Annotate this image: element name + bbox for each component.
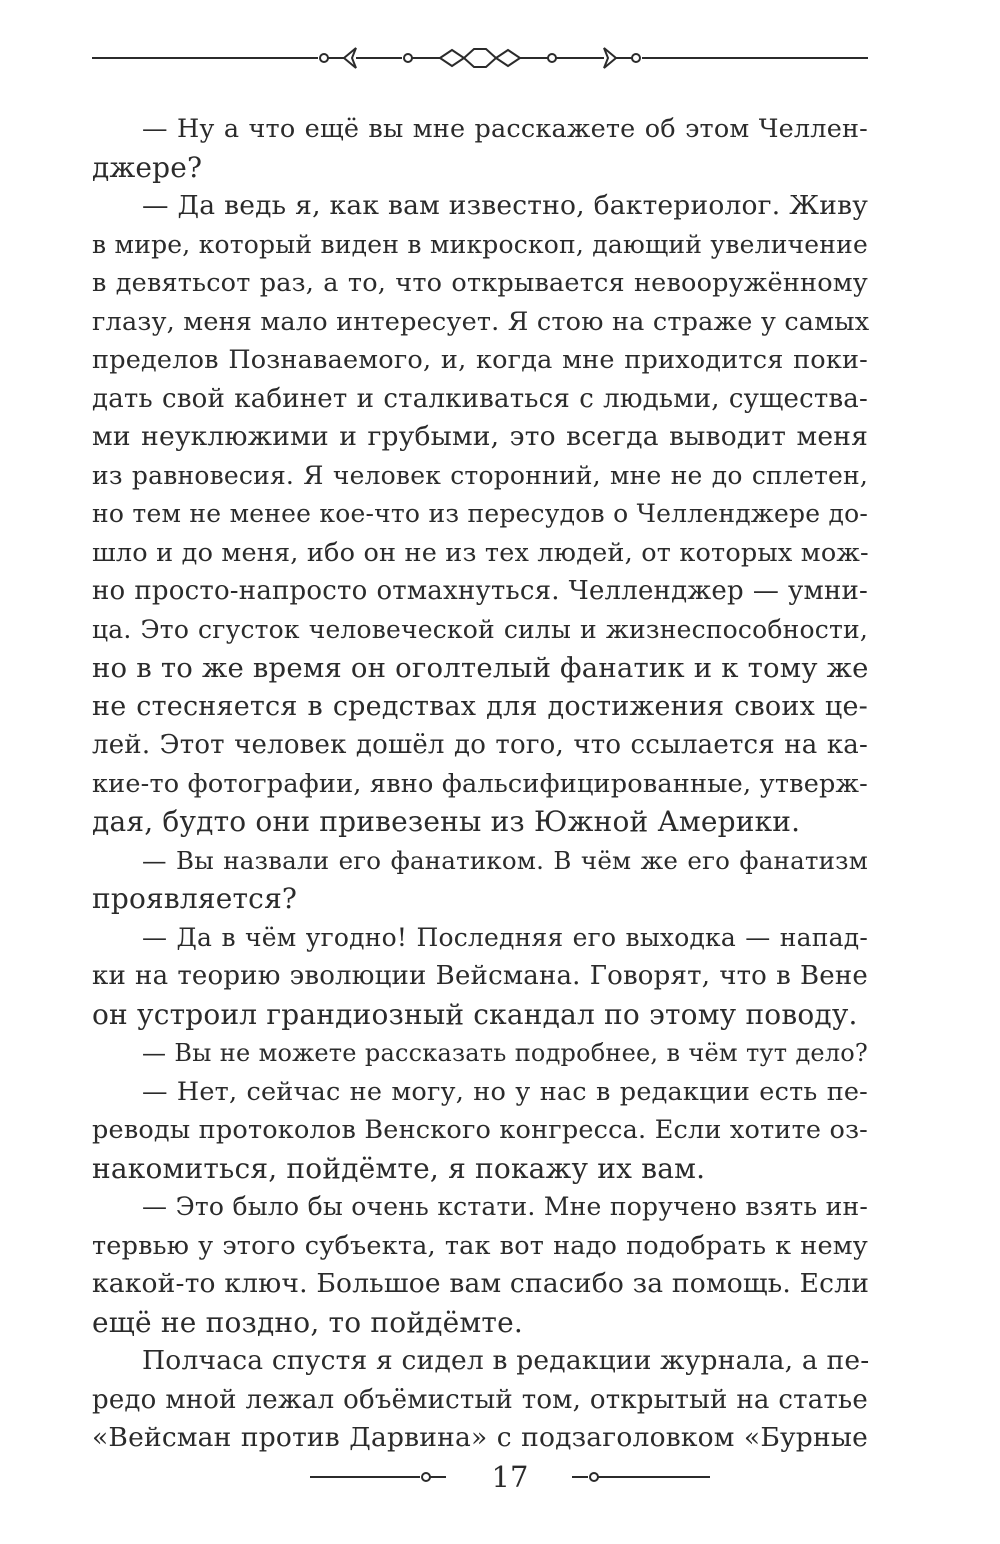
text-line: пределов Познаваемого, и, когда мне приходится поки-: [92, 345, 868, 375]
text-line: Полчаса спустя я сидел в редакции журнала, а пе-: [142, 1345, 870, 1376]
text-line: — Это было бы очень кстати. Мне поручено взять ин-: [142, 1192, 868, 1221]
text-line: ки на теорию эволюции Вейсмана. Говорят, что в Вене: [92, 961, 868, 991]
page-footer: [300, 1452, 720, 1502]
text-line: накомиться, пойдёмте, я покажу их вам.: [92, 1151, 706, 1185]
text-line: дать свой кабинет и сталкиваться с людьми, существа-: [92, 383, 868, 414]
text-line: не стесняется в средствах для достижения своих це-: [92, 690, 868, 722]
header-ornament: [90, 40, 870, 76]
text-line: ми неуклюжими и грубыми, это всегда выводит меня: [92, 421, 868, 452]
text-line: — Вы не можете рассказать подробнее, в чём тут дело?: [142, 1039, 868, 1067]
page-text: [92, 110, 868, 1458]
text-line: какой-то ключ. Большое вам спасибо за помощь. Если: [92, 1268, 870, 1299]
text-line: из равновесия. Я человек сторонний, мне не до сплетен,: [92, 460, 868, 490]
text-line: — Ну а что ещё вы мне расскажете об этом Челлен-: [142, 114, 868, 144]
text-line: — Нет, сейчас не могу, но у нас в редакции есть пе-: [142, 1076, 868, 1107]
text-line: реводы протоколов Венского конгресса. Если хотите оз-: [92, 1115, 868, 1145]
text-line: ещё не поздно, то пойдёмте.: [92, 1305, 523, 1339]
ornament-divider-icon: [90, 40, 870, 76]
text-line: шло и до меня, ибо он не из тех людей, от которых мож-: [92, 537, 869, 568]
text-line: глазу, меня мало интересует. Я стою на страже у самых: [92, 306, 870, 337]
text-line: ца. Это сгусток человеческой силы и жизнеспособности,: [92, 614, 868, 644]
text-line: но в то же время он оголтелый фанатик и к тому же: [92, 652, 869, 684]
text-line: дая, будто они привезены из Южной Америки.: [92, 805, 801, 838]
text-line: — Да в чём угодно! Последняя его выходка — напад-: [142, 922, 868, 952]
text-line: — Да ведь я, как вам известно, бактериолог. Живу: [142, 190, 868, 221]
text-line: проявляется?: [92, 882, 298, 915]
text-line: в мире, который виден в микроскоп, дающий увеличение: [92, 229, 868, 259]
text-line: редо мной лежал объёмистый том, открытый на статье: [92, 1384, 868, 1415]
text-line: джере?: [92, 150, 203, 184]
text-line: «Вейсман против Дарвина» с подзаголовком «Бурные: [92, 1422, 868, 1453]
page-number: 17: [491, 1460, 529, 1494]
text-line: он устроил грандиозный скандал по этому поводу.: [92, 997, 858, 1031]
text-line: в девятьсот раз, а то, что открывается невооружённому: [92, 268, 868, 298]
text-line: лей. Этот человек дошёл до того, что ссылается на ка-: [92, 730, 868, 760]
text-line: но просто-напросто отмахнуться. Челленджер — умни-: [92, 576, 868, 606]
text-line: тервью у этого субъекта, так вот надо подобрать к нему: [92, 1230, 868, 1261]
text-line: кие-то фотографии, явно фальсифицированные, утверж-: [92, 768, 868, 799]
text-line: — Вы назвали его фанатиком. В чём же его фанатизм: [142, 845, 868, 875]
text-line: но тем не менее кое-что из пересудов о Челленджере до-: [92, 499, 868, 528]
